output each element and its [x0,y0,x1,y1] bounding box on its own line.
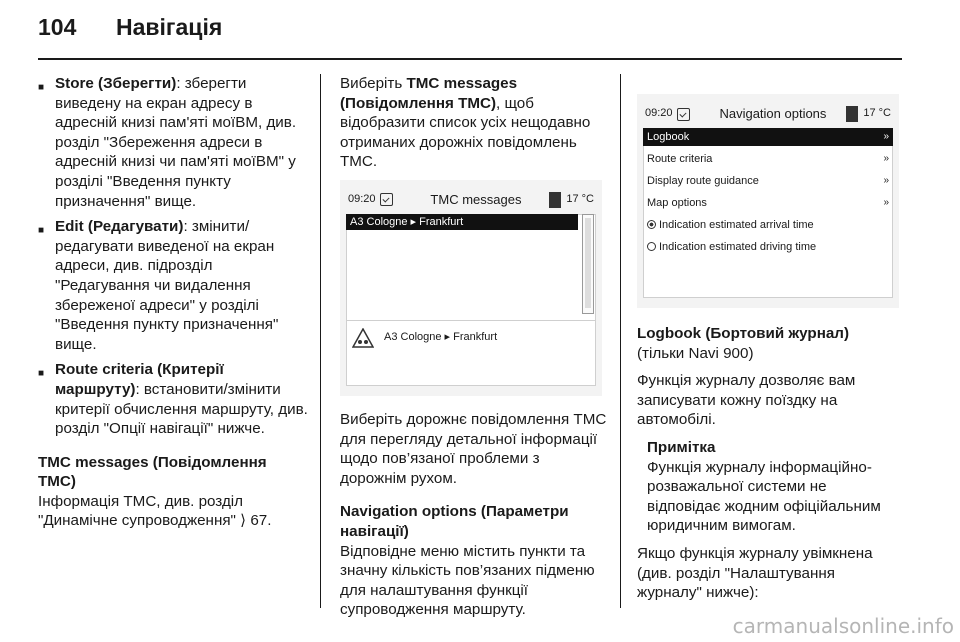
tmc-list [346,214,578,230]
phone-icon [549,192,561,208]
phone-icon [846,106,858,122]
radio-unselected-icon [647,242,656,251]
bullet-desc: : змінити/редагувати виведеної на екран адреси, див. підрозділ "Редагування чи видалення збереженої адреси" у розділі "Введення пункту призначення" вище. [55,218,279,353]
tmc-detail-text: A3 Cologne ▸ Frankfurt [384,331,498,344]
screen-clock: 09:20 [348,193,376,206]
bullet-route-criteria [38,360,308,438]
screen-temperature: 17 °C [566,193,594,206]
nav-radio-arrival-time: Indication estimated arrival time [643,216,893,234]
page-ref: 67. [250,512,272,530]
logbook-paragraph: Функція журналу дозволяє вам записувати кожну поїздку на автомобілі. [637,372,856,429]
bullet-edit [38,217,308,354]
bullet-desc: : встановити/змінити критерії обчислення маршруту, див. розділ "Опції навігації" нижче. [55,380,308,438]
page-title: Навігація [116,14,223,40]
nav-options-screen-image [637,94,899,308]
nav-item-route-criteria: Route criteria » [643,150,893,168]
chevron-right-icon: » [883,153,889,164]
bullet-term: Edit (Редагувати) [55,218,184,236]
page-header [38,14,222,50]
tmc-screen-image [340,180,602,396]
page-ref-icon: ⟩ [240,512,247,530]
bullet-square-icon: ■ [38,82,45,93]
note-block [637,438,902,536]
header-divider [38,58,902,60]
nav-options-list [643,128,893,260]
screen-clock: 09:20 [645,107,673,120]
bullet-square-icon: ■ [38,368,45,380]
page-number: 104 [38,14,77,40]
nav-options-heading: Navigation options (Параметри навігації) [340,503,569,540]
tmc-paragraph: Інформація TMC, див. розділ "Динамічне супроводження" ⟩ 67. [38,492,272,530]
screen-scrollbar [582,214,594,314]
logbook-subheading: (тільки Navi 900) [637,344,754,362]
tmc-heading: TMC messages (Повідомлення TMC) [38,453,267,491]
chevron-right-icon: » [883,131,889,142]
nav-item-logbook: Logbook » [643,128,893,146]
chevron-right-icon: » [883,175,889,186]
nav-options-paragraph: Відповідне меню містить пункти та значну кількість пов’язаних підменю для налаштування функції супроводження маршруту. [340,542,595,619]
column-3 [637,74,902,611]
screen-temperature: 17 °C [863,107,891,120]
logbook-enabled-paragraph: Якщо функція журналу увімкнена (див. розділ "Налаштування журналу" нижче): [637,544,873,602]
tmc-select-paragraph: Виберіть дорожнє повідомлення TMC для перегляду детальної інформації щодо пов’язаної проблеми з дорожнім рухом. [340,410,607,487]
back-icon [677,108,690,121]
logbook-heading: Logbook (Бортовий журнал) [637,325,850,342]
screen-title: Navigation options [719,106,827,122]
screen-status-bar [348,190,594,210]
watermark: carmanualsonline.info [732,614,954,638]
screen-divider [346,320,596,321]
nav-radio-driving-time: Indication estimated driving time [643,238,893,256]
note-title: Примітка [647,438,716,456]
radio-selected-icon [647,220,656,229]
back-icon [380,193,393,206]
note-text: Функція журналу інформаційно-розважальної системи не відповідає жодним офіційальним юридичним вимогам. [647,458,881,535]
traffic-warning-icon [352,328,374,348]
chevron-right-icon: » [883,197,889,208]
tmc-intro: Виберіть TMC messages (Повідомлення TMC), щоб відобразити список усіх нещодавно отриманих дорожніх повідомлень TMC. [340,75,591,171]
column-divider-1 [320,74,321,608]
nav-item-display-route-guidance: Display route guidance » [643,172,893,190]
tmc-detail [352,328,497,348]
bullet-term: Route criteria (Критерії маршруту) [55,361,224,398]
screen-status-bar [645,104,891,124]
screen-content [346,214,596,386]
screen-title: TMC messages [430,192,522,208]
column-2 [340,74,610,628]
bullet-square-icon: ■ [38,225,45,237]
bullet-store [38,74,308,211]
bullet-desc: : зберегти виведену на екран адресу в адресній книзі пам'яті моїВМ, див. розділ "Збереження адреси в адресній книзі чи пам'яті моїВМ" у розділі "Введення пункту призначення" вище. [55,75,297,210]
bullet-term: Store (Зберегти) [55,75,177,92]
nav-item-map-options: Map options » [643,194,893,212]
column-1 [38,74,308,539]
column-divider-2 [620,74,621,608]
tmc-list-item-selected: A3 Cologne ▸ Frankfurt [346,214,578,230]
